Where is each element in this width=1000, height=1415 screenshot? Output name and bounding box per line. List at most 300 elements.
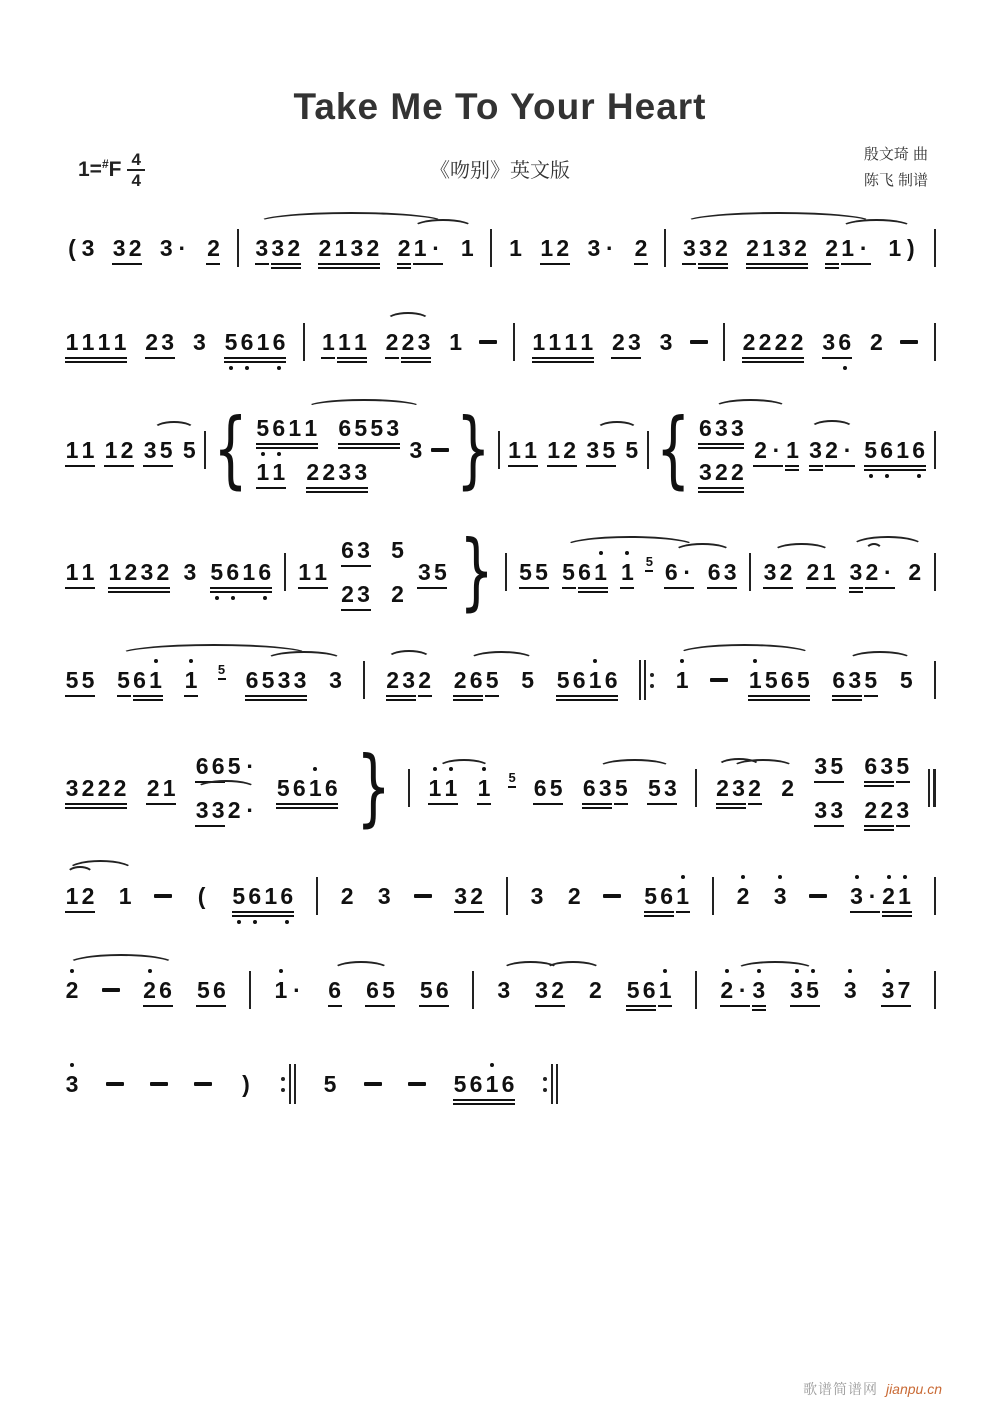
score-line [64,1062,936,1106]
note: 2 · [864,558,896,586]
repeat-sign [542,1064,558,1104]
beam-group [396,234,444,262]
note: 5 6 1 6 [452,1070,516,1098]
octave-dot-low [277,366,281,370]
site-footer [803,1379,942,1399]
note: 2 1 3 2 [318,235,380,261]
dash-note [150,1082,168,1086]
slur-arc [564,536,696,557]
note: 5 6 1 1 [255,414,319,442]
beam-group [384,328,432,356]
octave-dot-low [285,920,289,924]
octave-dot-low [869,474,873,478]
note: 3 · [849,882,881,910]
octave-dot-high [778,875,782,879]
note: 2 [825,235,839,261]
note: 2 3 [386,667,415,693]
note: 1 1 [65,437,95,463]
note: 5 [182,437,196,463]
beam-group [561,558,609,586]
note: 3 [329,667,342,693]
dash-note [900,340,918,344]
barline [204,431,206,469]
note: 3 6 [821,328,853,356]
note: 3 5 [143,437,173,463]
octave-dot-high [148,969,152,973]
score-line [64,226,936,270]
note: 5 [508,770,516,785]
note: 3 [682,235,696,261]
beam-group [863,752,911,780]
note: 6 3 3 [699,415,744,441]
note: 5 6 1 6 [555,666,619,694]
note: 3 [842,976,858,1004]
score-line [64,738,936,837]
octave-dot-high [154,659,158,663]
note: 5 6 1 6 [231,882,295,910]
note: 3 [530,883,544,909]
octave-dot-high [848,969,852,973]
note: 2 [207,235,220,261]
note: 1 ) [888,235,915,261]
note: 3 [896,797,910,823]
note: 5 3 [647,775,677,801]
voice-brace: } [459,522,494,621]
note: 5 6 [644,883,674,909]
octave-dot-high [680,659,684,663]
barline [408,769,410,807]
grace-note [644,553,654,571]
octave-dot-high [811,969,815,973]
note: 3 [497,977,511,1003]
note: 3 5 [789,976,821,1004]
voice-stack [255,414,401,486]
barline [513,323,515,361]
note: 5 6 [196,977,226,1003]
barline [934,553,936,591]
note: 6 3 [832,667,862,693]
note: 2 [748,775,761,801]
note: 1 [675,882,691,910]
barline [647,431,649,469]
voice-top [340,536,406,564]
beam-group [194,796,258,824]
note: 5 6 1 6 [209,558,273,586]
note: 6 1 [132,666,164,694]
slur-arc [257,212,445,233]
note: 1 2 [547,437,577,463]
slur-arc [684,212,873,233]
note: 5 [899,667,913,693]
barline [934,431,936,469]
voice-stack [813,752,911,824]
octave-dot-low [231,596,235,600]
note: 5 [625,437,639,463]
site-url: jianpu.cn [885,1381,942,1397]
note: 1 2 [540,235,570,261]
octave-dot-high [599,551,603,555]
note: 3 [772,882,788,910]
note: 2 · [719,976,751,1004]
note: 1 1 [337,329,367,355]
note: 1 [674,666,690,694]
note: 5 [864,667,878,693]
octave-dot-low [277,452,281,456]
beam-group [194,752,258,780]
note: 2 2 [864,797,894,823]
barline [472,971,474,1009]
note: 5 6 1 6 [863,436,927,464]
note: 5 [485,667,499,693]
note: 1 · [273,976,305,1004]
note: ( [197,883,206,909]
octave-dot-low [253,920,257,924]
note: 1 5 6 5 [747,666,811,694]
voice-bottom [697,458,745,486]
note: 1 1 [65,559,95,585]
note: 2 [588,977,602,1003]
voice-top [255,414,401,442]
note: 2 [735,882,751,910]
beam-group [452,666,500,694]
note: 3 3 [195,797,225,823]
note: 2 [340,883,354,909]
voice-brace: { [655,400,691,499]
voice-bottom [194,796,258,824]
key-letter: F [108,158,122,181]
note: 5 [323,1071,337,1097]
barline [934,229,936,267]
voice-brace: { [213,400,248,499]
note: 6 3 [864,753,894,779]
note: 3 [255,235,269,261]
note: 1 2 3 2 [108,559,170,585]
note: 2 [418,667,431,693]
note: 1 [786,437,799,463]
score-line [64,320,936,364]
note: 3 [409,437,423,463]
note: 1 · [840,234,872,262]
barline [237,229,239,267]
beam-group [863,796,911,824]
note: 1 [657,976,673,1004]
meta-row [64,142,936,208]
octave-dot-high [70,969,74,973]
voice-top [697,414,745,442]
note: 6 5 [533,775,563,801]
note: 1 1 [427,774,459,802]
barline [749,553,751,591]
dash-note [194,1082,212,1086]
beam-group [808,436,856,464]
note: 6 3 [341,537,370,563]
octave-dot-high [625,551,629,555]
beam-group [681,234,729,262]
beam-group [831,666,879,694]
note: 3 2 [698,235,728,261]
sharp-sign: # [101,157,109,171]
note: 2 [64,976,80,1004]
barline [695,769,697,807]
octave-dot-high [753,659,757,663]
note: 3 [183,559,197,585]
score-line [64,968,936,1012]
octave-dot-high [70,1063,74,1067]
voice-brace: } [356,738,391,837]
subtitle: 《吻别》英文版 [430,160,570,182]
note: 1 · [412,234,444,262]
note: 3 2 2 [699,459,744,485]
note: 1 [619,558,635,586]
barline [664,229,666,267]
note: 3 · [159,235,187,261]
octave-dot-low [885,474,889,478]
barline [712,877,714,915]
note: 2 2 2 2 [742,329,804,355]
note: 2 [391,581,404,607]
note: 6 5 3 3 [245,667,307,693]
barline [490,229,492,267]
note: 3 [751,976,767,1004]
time-numerator: 4 [131,150,141,169]
note: 6 · [663,558,695,586]
transcriber-credit: 陈飞 制谱 [863,171,928,189]
note: ) [242,1071,250,1097]
note: 2 3 [716,775,745,801]
note: 3 · [587,235,614,261]
octave-dot-high [855,875,859,879]
note: 1 1 [298,559,327,585]
dash-note [414,894,432,898]
octave-dot-high [433,767,437,771]
note: 5 [217,662,226,677]
octave-dot-high [741,875,745,879]
note: 3 [377,883,391,909]
note: 2 3 [341,581,370,607]
note: 1 2 [64,882,96,910]
note: 3 [64,1070,80,1098]
note: 2 6 [453,667,483,693]
repeat-sign [280,1064,296,1104]
note: ( 3 [68,235,95,261]
note: 3 2 [271,235,301,261]
octave-dot-low [917,474,921,478]
note: 2 3 [611,329,641,355]
note: 3 [659,329,673,355]
barline [249,971,251,1009]
time-denominator: 4 [127,169,144,190]
slur-arc [66,866,94,883]
slur-arc [386,312,430,329]
octave-dot-low [245,366,249,370]
note: 1 1 1 1 [65,329,127,355]
slur-arc [67,860,134,881]
octave-dot-high [663,969,667,973]
note: 3 7 [880,976,912,1004]
dash-note [364,1082,382,1086]
beam-group [824,234,872,262]
voice-brace: } [456,400,491,499]
note: 1 [476,774,492,802]
note: 1 [321,329,335,355]
composer-credit: 殷文琦 曲 [863,146,928,163]
octave-dot-high [681,875,685,879]
octave-dot-high [887,875,891,879]
note: 1 [183,666,199,694]
octave-dot-low [215,596,219,600]
slur-arc [387,650,431,667]
slur-arc [717,758,761,775]
dash-note [431,448,449,452]
beam-group [581,774,629,802]
voice-stack [340,536,406,608]
dash-note [690,340,708,344]
note: 2 [397,235,411,261]
note: 2 [634,235,648,261]
beam-group [719,976,767,1004]
slur-arc [851,536,924,557]
note: 2 2 3 3 [306,459,368,485]
score-line [64,400,936,499]
beam-group [715,774,763,802]
note: 6 5 5 3 [338,415,400,441]
note: 2 · [752,436,784,464]
beam-group [385,666,433,694]
note: 5 [562,559,575,585]
note: 3 5 [814,753,844,779]
note: 3 3 [814,797,844,823]
key-prefix: 1= [78,158,102,181]
voice-stack [194,752,258,824]
dash-note [154,894,172,898]
slur-arc [67,954,175,975]
note: 1 1 [256,459,286,485]
note: 6 1 [577,558,609,586]
dash-note [710,678,728,682]
note: 1 1 1 1 [532,329,594,355]
octave-dot-low [843,366,847,370]
note: 5 5 [519,559,548,585]
voice-top [194,752,258,780]
octave-dot-low [261,452,265,456]
note: 6 [328,977,342,1003]
barline [723,323,725,361]
grace-note [507,769,517,787]
octave-dot-high [189,659,193,663]
dash-note [106,1082,124,1086]
barline [934,323,936,361]
octave-dot-high [490,1063,494,1067]
barline [303,323,305,361]
note: 5 [896,753,910,779]
note: 3 2 [112,235,142,261]
octave-dot-high [886,969,890,973]
barline [316,877,318,915]
note: 3 2 [763,559,793,585]
note: 5 · [227,753,255,779]
beam-group [752,436,800,464]
note: 2 1 [806,559,836,585]
beam-group [625,976,673,1004]
score [64,226,936,1106]
note: 6 3 [707,559,737,585]
score-line [64,658,936,702]
note: 2 · [824,436,856,464]
note: 3 5 [586,437,616,463]
voice-bottom [340,580,406,608]
slur-arc [810,420,854,437]
voice-stack [697,414,745,486]
note: 6 5 [366,977,395,1003]
note: 2 [385,329,399,355]
beam-group [254,234,302,262]
note: 5 6 1 6 [223,328,287,356]
note: 3 2 2 2 [65,775,127,801]
note: 3 5 [418,559,447,585]
note: 1 [509,235,522,261]
note: 2 3 [401,329,431,355]
barline [505,553,507,591]
octave-dot-high [593,659,597,663]
octave-dot-low [263,596,267,600]
note: 3 2 [454,883,484,909]
octave-dot-high [903,875,907,879]
octave-dot-high [279,969,283,973]
note: 5 [117,667,130,693]
note: 2 · [227,797,255,823]
beam-group [116,666,164,694]
beam-group [643,882,691,910]
note: 3 2 [535,977,564,1003]
note: 1 2 [104,437,134,463]
note: 2 1 3 2 [746,235,807,261]
dash-note [479,340,497,344]
barline [506,877,508,915]
note: 5 6 [626,977,656,1003]
note: 2 [781,775,795,801]
voice-bottom [813,796,911,824]
note: 5 [391,537,404,563]
voice-bottom [255,458,401,486]
octave-dot-high [757,969,761,973]
score-line [64,874,936,918]
slur-arc [677,644,812,665]
barline [363,661,365,699]
note: 3 [192,329,206,355]
slur-arc [119,644,309,665]
site-name: 歌谱简谱网 [803,1381,879,1397]
dash-note [408,1082,426,1086]
repeat-sign [639,660,655,700]
score-line [64,522,936,621]
note: 2 1 [146,775,176,801]
note: 5 [645,554,653,569]
barline [498,431,500,469]
octave-dot-low [237,920,241,924]
octave-dot-high [795,969,799,973]
dash-note [603,894,621,898]
note: 2 [870,329,883,355]
dash-note [809,894,827,898]
note: 6 3 [582,775,612,801]
note: 5 [521,667,535,693]
barline [934,877,936,915]
barline [928,769,936,807]
note: 2 1 [881,882,913,910]
barline [934,661,936,699]
note: 2 [567,883,581,909]
note: 5 6 1 6 [275,774,339,802]
